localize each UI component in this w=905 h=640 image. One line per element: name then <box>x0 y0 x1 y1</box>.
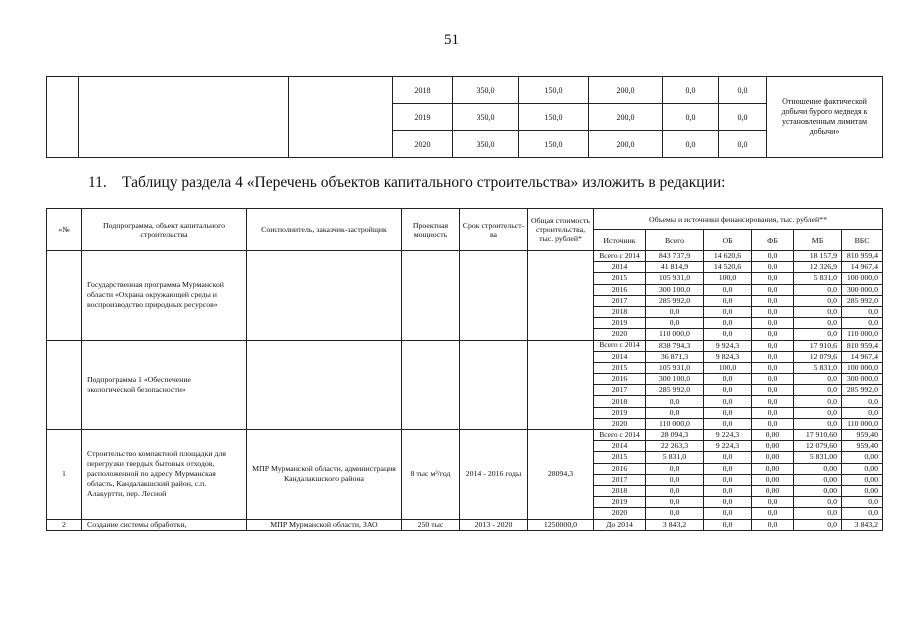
header-total: Всего <box>646 230 704 251</box>
header-capacity: Проектная мощность <box>402 209 460 251</box>
source-cell: 2015 <box>594 452 646 463</box>
ob-cell: 0,0 <box>704 508 752 519</box>
source-cell: 2020 <box>594 418 646 429</box>
fb-cell: 0,0 <box>752 251 794 262</box>
row-number <box>47 251 82 341</box>
vbs-cell: 810 959,4 <box>842 251 883 262</box>
fb-cell: 0,0 <box>752 497 794 508</box>
continuation-cell: 200,0 <box>589 104 663 131</box>
header-program: Подпрограмма, объект капитального строительства <box>82 209 247 251</box>
total-cell: 843 737,9 <box>646 251 704 262</box>
ob-cell: 14 620,6 <box>704 251 752 262</box>
continuation-cell: 0,0 <box>719 104 767 131</box>
source-cell: 2015 <box>594 273 646 284</box>
term <box>460 340 528 430</box>
row-number <box>47 340 82 430</box>
ob-cell: 0,0 <box>704 396 752 407</box>
continuation-table <box>46 76 883 158</box>
continuation-cell: 150,0 <box>519 77 589 104</box>
fb-cell: 0,0 <box>752 351 794 362</box>
total-cell: 300 100,0 <box>646 374 704 385</box>
continuation-cell: 0,0 <box>663 77 719 104</box>
source-cell: 2014 <box>594 262 646 273</box>
total-cell: 0,0 <box>646 396 704 407</box>
source-cell: 2014 <box>594 441 646 452</box>
total-cell: 0,0 <box>646 485 704 496</box>
fb-cell: 0,0 <box>752 295 794 306</box>
total-cell: 0,0 <box>646 508 704 519</box>
vbs-cell: 0,0 <box>842 306 883 317</box>
fb-cell: 0,0 <box>752 374 794 385</box>
fb-cell: 0,00 <box>752 441 794 452</box>
vbs-cell: 100 000,0 <box>842 273 883 284</box>
source-cell: 2017 <box>594 295 646 306</box>
fb-cell: 0,00 <box>752 452 794 463</box>
header-mb: МБ <box>794 230 842 251</box>
continuation-cell: 2018 <box>393 77 453 104</box>
source-cell: 2018 <box>594 485 646 496</box>
total-cell: 36 871,3 <box>646 351 704 362</box>
total-cell: 285 992,0 <box>646 385 704 396</box>
mb-cell: 0,0 <box>794 306 842 317</box>
total-cell: 838 794,3 <box>646 340 704 351</box>
executor: МПР Мурманской области, администрация Кандалакшского района <box>247 430 402 520</box>
vbs-cell: 959,40 <box>842 441 883 452</box>
total-cell: 22 263,3 <box>646 441 704 452</box>
vbs-cell: 300 000,0 <box>842 374 883 385</box>
mb-cell: 0,0 <box>794 497 842 508</box>
header-term: Срок строительст-ва <box>460 209 528 251</box>
cost <box>528 340 594 430</box>
continuation-cell: 0,0 <box>663 131 719 158</box>
fb-cell: 0,0 <box>752 329 794 340</box>
total-cell: 0,0 <box>646 306 704 317</box>
mb-cell: 0,00 <box>794 474 842 485</box>
fb-cell: 0,0 <box>752 262 794 273</box>
total-cell: 105 931,0 <box>646 273 704 284</box>
total-cell: 285 992,0 <box>646 295 704 306</box>
source-cell: Всего с 2014 <box>594 340 646 351</box>
ob-cell: 0,0 <box>704 284 752 295</box>
vbs-cell: 0,00 <box>842 485 883 496</box>
num-cell: 2 <box>47 519 82 530</box>
vbs-cell: 285 992,0 <box>842 295 883 306</box>
fb-cell: 0,0 <box>752 385 794 396</box>
vbs-cell: 0,0 <box>842 318 883 329</box>
header-fb: ФБ <box>752 230 794 251</box>
mb-cell: 0,00 <box>794 463 842 474</box>
vbs-cell: 959,40 <box>842 430 883 441</box>
source-cell: 2018 <box>594 306 646 317</box>
fb-cell: 0,00 <box>752 485 794 496</box>
mb-cell: 0,0 <box>794 329 842 340</box>
vbs-cell: 810 959,4 <box>842 340 883 351</box>
total-cell: 0,0 <box>646 497 704 508</box>
mb-cell: 17 910,60 <box>794 430 842 441</box>
ob-cell: 9 224,3 <box>704 430 752 441</box>
capacity <box>402 340 460 430</box>
vbs-cell: 14 967,4 <box>842 262 883 273</box>
fb-cell: 0,0 <box>752 340 794 351</box>
term-cell: 2013 - 2020 <box>460 519 528 530</box>
fb-cell: 0,0 <box>752 418 794 429</box>
continuation-cell: 0,0 <box>719 77 767 104</box>
continuation-cell: 2019 <box>393 104 453 131</box>
source-cell: 2019 <box>594 497 646 508</box>
mb-cell: 18 157,9 <box>794 251 842 262</box>
mb-cell: 0,0 <box>794 396 842 407</box>
cost-cell: 1250000,0 <box>528 519 594 530</box>
executor <box>247 340 402 430</box>
mb-cell: 0,0 <box>794 385 842 396</box>
mb-cell: 5 831,00 <box>794 452 842 463</box>
mb-cell: 0,0 <box>794 295 842 306</box>
table-row <box>47 251 883 262</box>
ob-cell: 0,0 <box>704 474 752 485</box>
source-cell: Всего с 2014 <box>594 430 646 441</box>
mb-cell: 5 831,0 <box>794 273 842 284</box>
source-cell: 2016 <box>594 463 646 474</box>
program-name: Государственная программа Мурманской области «Охрана окружающей среды и воспроизводство природных ресурсов» <box>82 251 247 341</box>
mb-cell: 0,0 <box>794 519 842 530</box>
ob-cell: 0,0 <box>704 318 752 329</box>
mb-cell: 0,00 <box>794 485 842 496</box>
indicator-note: Отношение фактической добычи бурого медведя к установленным лимитам добычи» <box>767 77 883 158</box>
source-cell: 2018 <box>594 396 646 407</box>
table-row <box>47 430 883 441</box>
ob-cell: 0,0 <box>704 497 752 508</box>
ob-cell: 0,0 <box>704 407 752 418</box>
source-cell: 2017 <box>594 474 646 485</box>
ob-cell: 9 824,3 <box>704 351 752 362</box>
fb-cell: 0,0 <box>752 306 794 317</box>
continuation-cell: 0,0 <box>663 104 719 131</box>
program-name: Строительство компактной площадки для перегрузки твердых бытовых отходов, расположенной по адресу Мурманская область, Кандалакшский район, с.п. Алакуртти, пер. Лесной <box>82 430 247 520</box>
mb-cell: 0,0 <box>794 318 842 329</box>
src-cell: До 2014 <box>594 519 646 530</box>
source-cell: 2020 <box>594 508 646 519</box>
mb-cell: 0,0 <box>794 407 842 418</box>
mb-cell: 12 079,6 <box>794 351 842 362</box>
total-cell: 0,0 <box>646 463 704 474</box>
mb-cell: 0,0 <box>794 374 842 385</box>
total-cell: 300 100,0 <box>646 284 704 295</box>
ob-cell: 0,0 <box>704 385 752 396</box>
capacity: 8 тыс м³/год <box>402 430 460 520</box>
vbs-cell: 0,0 <box>842 396 883 407</box>
ob-cell: 100,0 <box>704 273 752 284</box>
table-row <box>47 519 883 530</box>
mb-cell: 0,0 <box>794 508 842 519</box>
source-cell: 2014 <box>594 351 646 362</box>
fb-cell: 0,00 <box>752 430 794 441</box>
vbs-cell: 110 000,0 <box>842 418 883 429</box>
capital-construction-table <box>46 208 883 531</box>
cost: 28094,3 <box>528 430 594 520</box>
fb-cell: 0,0 <box>752 273 794 284</box>
header-row <box>47 209 883 230</box>
total-cell: 0,0 <box>646 474 704 485</box>
vbs-cell: 14 967,4 <box>842 351 883 362</box>
fb-cell: 0,0 <box>752 407 794 418</box>
vbs-cell: 285 992,0 <box>842 385 883 396</box>
ob-cell: 0,0 <box>704 306 752 317</box>
source-cell: 2016 <box>594 284 646 295</box>
ob-cell: 0,0 <box>704 418 752 429</box>
header-num: «№ <box>47 209 82 251</box>
mb-cell: 5 831,0 <box>794 362 842 373</box>
header-cost: Общая стоимость строительства, тыс. рублей* <box>528 209 594 251</box>
ob-cell: 9 924,3 <box>704 340 752 351</box>
ob-cell: 0,0 <box>704 485 752 496</box>
source-cell: Всего с 2014 <box>594 251 646 262</box>
header-financing: Объемы и источники финансирования, тыс. рублей** <box>594 209 883 230</box>
empty-cell <box>289 77 393 158</box>
continuation-cell: 150,0 <box>519 131 589 158</box>
ob-cell: 100,0 <box>704 362 752 373</box>
continuation-cell: 200,0 <box>589 131 663 158</box>
fb-cell: 0,0 <box>752 508 794 519</box>
source-cell: 2019 <box>594 318 646 329</box>
header-ob: ОБ <box>704 230 752 251</box>
ob-cell: 0,0 <box>704 452 752 463</box>
fb-cell: 0,00 <box>752 463 794 474</box>
ob-cell: 0,0 <box>704 295 752 306</box>
fb-cell: 0,0 <box>752 396 794 407</box>
fb-cell: 0,0 <box>752 318 794 329</box>
empty-cell <box>79 77 289 158</box>
fb-cell: 0,0 <box>752 284 794 295</box>
source-cell: 2017 <box>594 385 646 396</box>
vbs-cell: 100 000,0 <box>842 362 883 373</box>
term: 2014 - 2016 годы <box>460 430 528 520</box>
source-cell: 2015 <box>594 362 646 373</box>
row-number: 1 <box>47 430 82 520</box>
table-row <box>47 340 883 351</box>
vbs-cell: 0,00 <box>842 463 883 474</box>
mb-cell: 0,0 <box>794 418 842 429</box>
source-cell: 2016 <box>594 374 646 385</box>
ob-cell: 14 520,6 <box>704 262 752 273</box>
page-number: 51 <box>444 32 459 48</box>
ob-cell: 0,0 <box>704 463 752 474</box>
header-vbs: ВБС <box>842 230 883 251</box>
executor-cell: МПР Мурманской области, ЗАО <box>247 519 402 530</box>
cost <box>528 251 594 341</box>
fb-cell: 0,00 <box>752 474 794 485</box>
mb-cell: 12 079,60 <box>794 441 842 452</box>
heading-number: 11. <box>88 174 107 191</box>
continuation-cell: 350,0 <box>453 104 519 131</box>
source-cell: 2020 <box>594 329 646 340</box>
section-heading <box>88 174 725 192</box>
vbs-cell: 0,0 <box>842 407 883 418</box>
vbs-cell: 110 000,0 <box>842 329 883 340</box>
executor <box>247 251 402 341</box>
vbs-cell: 0,0 <box>842 497 883 508</box>
heading-text: Таблицу раздела 4 «Перечень объектов капитального строительства» изложить в редакции: <box>122 174 726 191</box>
name-cell: Создание системы обработки, <box>82 519 247 530</box>
header-executor: Соисполнитель, заказчик-застройщик <box>247 209 402 251</box>
total-cell: 0,0 <box>646 407 704 418</box>
continuation-cell: 2020 <box>393 131 453 158</box>
fb-cell: 0,0 <box>752 519 794 530</box>
ob-cell: 9 224,3 <box>704 441 752 452</box>
header-source: Источник <box>594 230 646 251</box>
continuation-cell: 200,0 <box>589 77 663 104</box>
capacity <box>402 251 460 341</box>
vbs-cell: 0,00 <box>842 474 883 485</box>
continuation-cell: 150,0 <box>519 104 589 131</box>
source-cell: 2019 <box>594 407 646 418</box>
empty-cell <box>47 77 79 158</box>
total-cell: 28 094,3 <box>646 430 704 441</box>
total-cell: 3 843,2 <box>646 519 704 530</box>
mb-cell: 0,0 <box>794 284 842 295</box>
vbs-cell: 0,0 <box>842 508 883 519</box>
capacity-cell: 250 тыс <box>402 519 460 530</box>
total-cell: 41 814,9 <box>646 262 704 273</box>
continuation-cell: 350,0 <box>453 131 519 158</box>
total-cell: 110 000,0 <box>646 418 704 429</box>
fb-cell: 0,0 <box>752 362 794 373</box>
continuation-cell: 350,0 <box>453 77 519 104</box>
mb-cell: 12 326,9 <box>794 262 842 273</box>
total-cell: 105 931,0 <box>646 362 704 373</box>
mb-cell: 17 910,6 <box>794 340 842 351</box>
continuation-cell: 0,0 <box>719 131 767 158</box>
total-cell: 5 831,0 <box>646 452 704 463</box>
vbs-cell: 0,00 <box>842 452 883 463</box>
term <box>460 251 528 341</box>
ob-cell: 0,0 <box>704 374 752 385</box>
continuation-row <box>47 77 883 104</box>
vbs-cell: 3 843,2 <box>842 519 883 530</box>
total-cell: 0,0 <box>646 318 704 329</box>
ob-cell: 0,0 <box>704 329 752 340</box>
program-name: Подпрограмма 1 «Обеспечение экологической безопасности» <box>82 340 247 430</box>
vbs-cell: 300 000,0 <box>842 284 883 295</box>
ob-cell: 0,0 <box>704 519 752 530</box>
total-cell: 110 000,0 <box>646 329 704 340</box>
